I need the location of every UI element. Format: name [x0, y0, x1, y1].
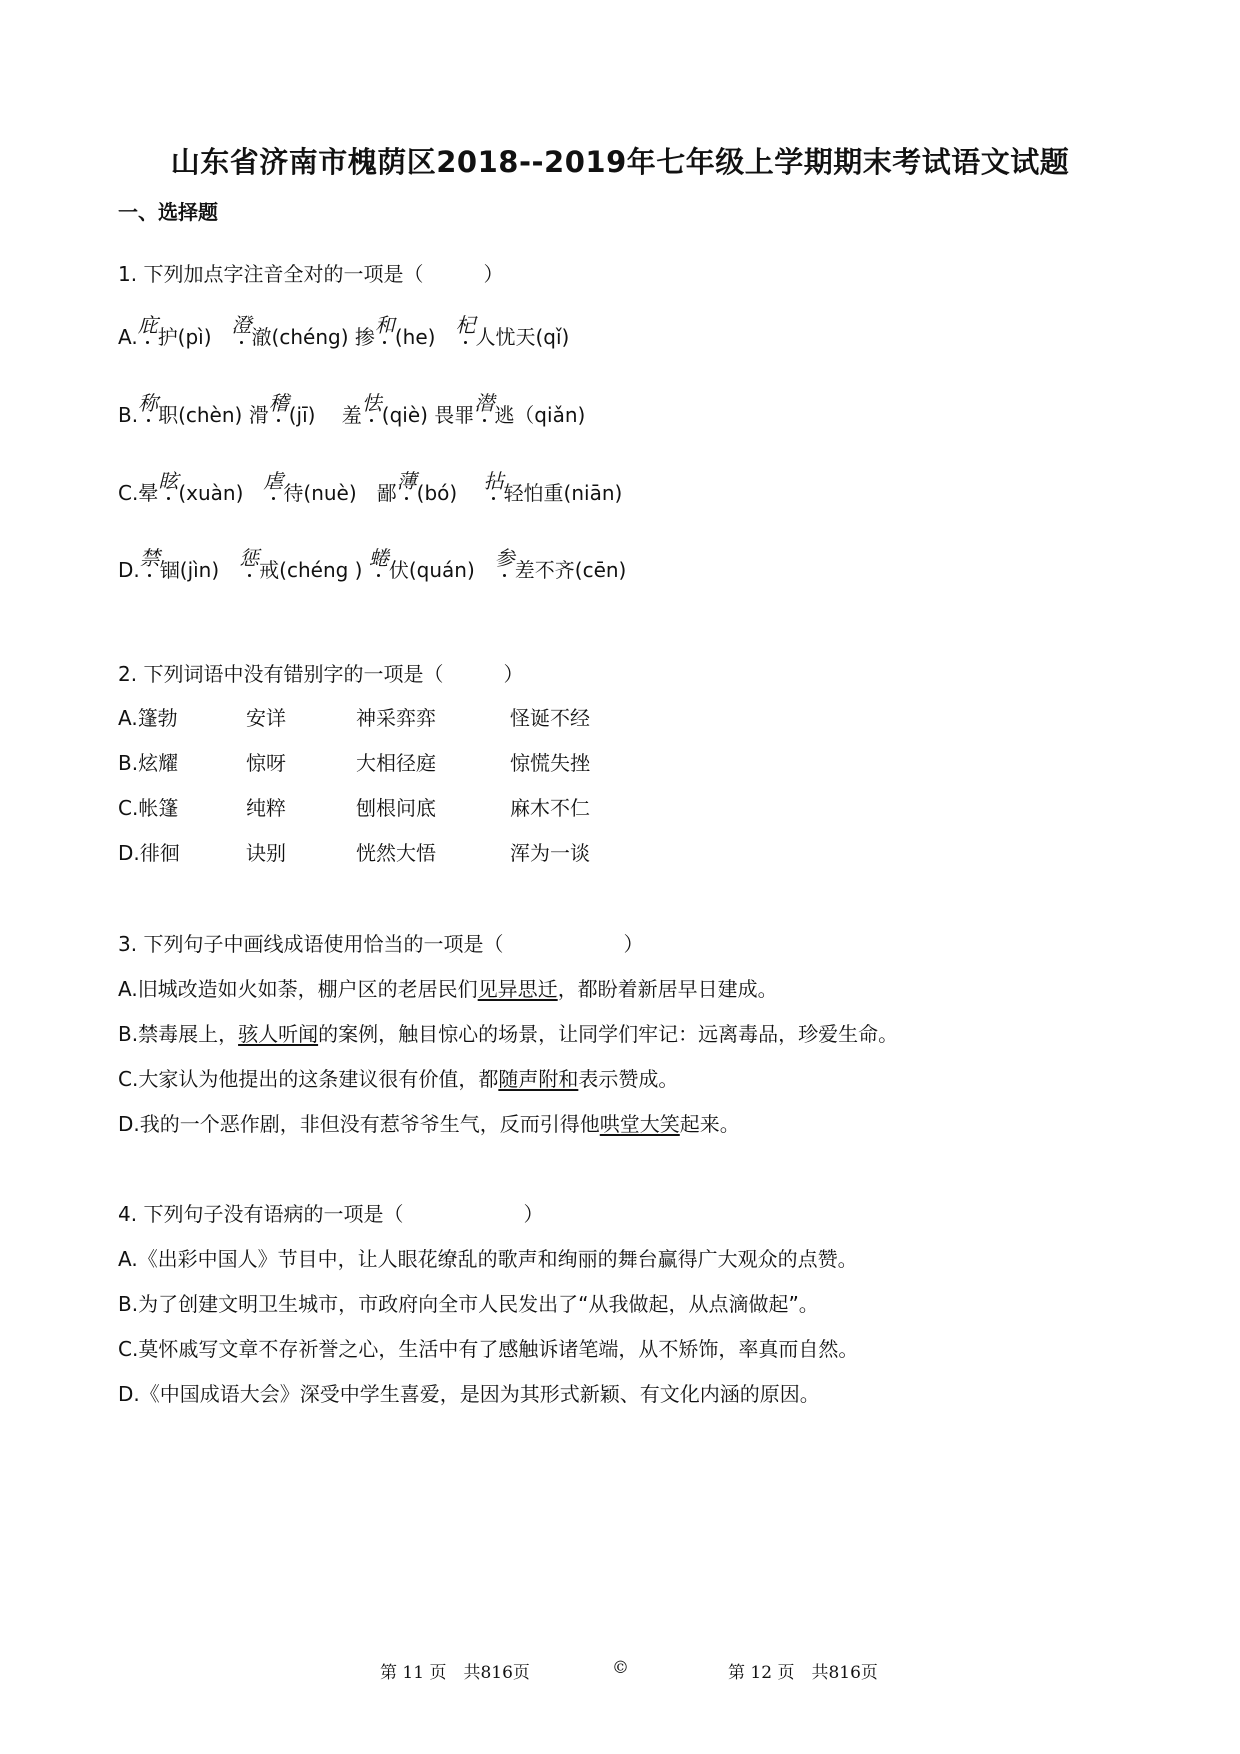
dotted-char: 称 — [138, 387, 158, 416]
question-1-option-b — [118, 391, 586, 428]
question-4-option-c: C.莫怀戚写文章不存祈誉之心，生活中有了感触诉诸笔端，从不矫饰，率真而自然。 — [118, 1337, 859, 1361]
question-1-option-a — [118, 313, 570, 350]
q2-cell: 纯粹 — [246, 796, 286, 820]
q2-cell: D.徘徊 — [118, 841, 180, 865]
option-text: 的案例，触目惊心的场景，让同学们牢记：远离毒品，珍爱生命。 — [318, 1022, 899, 1046]
option-text: ，都盼着新居早日建成。 — [557, 977, 778, 1001]
question-3-stem: 3. 下列句子中画线成语使用恰当的一项是（ ） — [118, 932, 644, 956]
dotted-char: 和 — [375, 309, 395, 338]
dotted-char: 眩 — [158, 465, 178, 494]
dotted-char: 惩 — [239, 542, 259, 571]
q2-cell: 惊慌失挫 — [510, 751, 590, 775]
question-3-option-b — [118, 1018, 898, 1047]
option-text: 伏(quán) — [388, 558, 495, 582]
q2-cell: C.帐篷 — [118, 796, 179, 820]
question-2-stem: 2. 下列词语中没有错别字的一项是（ ） — [118, 662, 524, 686]
footer-page-left: 第 11 页 共816页 — [380, 1663, 530, 1683]
dotted-char: 怯 — [362, 387, 382, 416]
q2-cell: 浑为一谈 — [510, 841, 590, 865]
dotted-char: 稽 — [269, 387, 289, 416]
option-text: (he) — [394, 325, 456, 349]
option-text: 澈(chéng) 掺 — [251, 325, 375, 349]
dotted-char: 蜷 — [369, 542, 389, 571]
section-heading: 一、选择题 — [118, 200, 218, 224]
dotted-char: 澄 — [232, 309, 252, 338]
dotted-char: 杞 — [455, 309, 475, 338]
dotted-char: 潜 — [474, 387, 494, 416]
option-text: 晕 — [138, 481, 159, 505]
option-text: B.禁毒展上， — [118, 1022, 239, 1046]
question-1-option-c — [118, 469, 623, 506]
underlined-idiom: 见异思迁 — [477, 977, 558, 1001]
option-label: A. — [118, 325, 138, 349]
question-1-option-d — [118, 546, 627, 583]
dotted-char: 虐 — [263, 465, 283, 494]
q2-cell: 刨根问底 — [356, 796, 436, 820]
option-text: (jī) 羞 — [288, 403, 362, 427]
dotted-char: 薄 — [397, 465, 417, 494]
q2-cell: 安详 — [246, 706, 286, 730]
option-text: 护(pì) — [157, 325, 232, 349]
question-3-option-d — [118, 1108, 740, 1137]
option-text: 待(nuè) 鄙 — [283, 481, 397, 505]
option-text: (qiè) 畏罪 — [381, 403, 475, 427]
q2-cell: 麻木不仁 — [510, 796, 590, 820]
option-text: 锢(jìn) — [159, 558, 240, 582]
question-4-option-b: B.为了创建文明卫生城市，市政府向全市人民发出了“从我做起，从点滴做起”。 — [118, 1292, 819, 1316]
q2-cell: 诀别 — [246, 841, 286, 865]
q2-cell: 大相径庭 — [356, 751, 436, 775]
q2-cell: A.篷勃 — [118, 706, 178, 730]
option-text: 逃（qiǎn) — [494, 403, 586, 427]
option-text: C.大家认为他提出的这条建议很有价值，都 — [118, 1067, 499, 1091]
option-label: B. — [118, 403, 139, 427]
q2-cell: B.炫耀 — [118, 751, 179, 775]
underlined-idiom: 随声附和 — [498, 1067, 579, 1091]
option-text: A.旧城改造如火如荼，棚户区的老居民们 — [118, 977, 478, 1001]
question-3-option-a — [118, 973, 778, 1002]
option-text: D.我的一个恶作剧，非但没有惹爷爷生气，反而引得他 — [118, 1112, 600, 1136]
dotted-char: 参 — [495, 542, 515, 571]
question-1-stem: 1. 下列加点字注音全对的一项是（ ） — [118, 262, 504, 286]
dotted-char: 禁 — [140, 542, 160, 571]
option-text: (bó) — [416, 481, 484, 505]
option-text: (xuàn) — [178, 481, 264, 505]
option-text: 人忧天(qǐ) — [475, 325, 570, 349]
page-title: 山东省济南市槐荫区2018--2019年七年级上学期期末考试语文试题 — [170, 145, 1070, 179]
question-4-option-a: A.《出彩中国人》节目中，让人眼花缭乱的歌声和绚丽的舞台赢得广大观众的点赞。 — [118, 1247, 858, 1271]
q2-cell: 恍然大悟 — [356, 841, 436, 865]
option-label: C. — [118, 481, 139, 505]
option-text: 戒(chéng ) — [259, 558, 369, 582]
underlined-idiom: 骇人听闻 — [238, 1022, 319, 1046]
q2-cell: 怪诞不经 — [510, 706, 590, 730]
option-text: 表示赞成。 — [578, 1067, 679, 1091]
question-3-option-c — [118, 1063, 678, 1092]
option-text: 轻怕重(niān) — [503, 481, 623, 505]
footer-page-right: 第 12 页 共816页 — [728, 1663, 878, 1683]
dotted-char: 庇 — [138, 309, 158, 338]
q2-cell: 惊呀 — [246, 751, 286, 775]
footer-copyright: © — [612, 1658, 629, 1678]
question-4-stem: 4. 下列句子没有语病的一项是（ ） — [118, 1202, 544, 1226]
q2-cell: 神采弈弈 — [356, 706, 436, 730]
question-4-option-d: D.《中国成语大会》深受中学生喜爱，是因为其形式新颖、有文化内涵的原因。 — [118, 1382, 820, 1406]
dotted-char: 拈 — [484, 465, 504, 494]
option-text: 起来。 — [679, 1112, 740, 1136]
option-text: 差不齐(cēn) — [514, 558, 627, 582]
option-text: 职(chèn) 滑 — [158, 403, 269, 427]
underlined-idiom: 哄堂大笑 — [599, 1112, 680, 1136]
option-label: D. — [118, 558, 140, 582]
